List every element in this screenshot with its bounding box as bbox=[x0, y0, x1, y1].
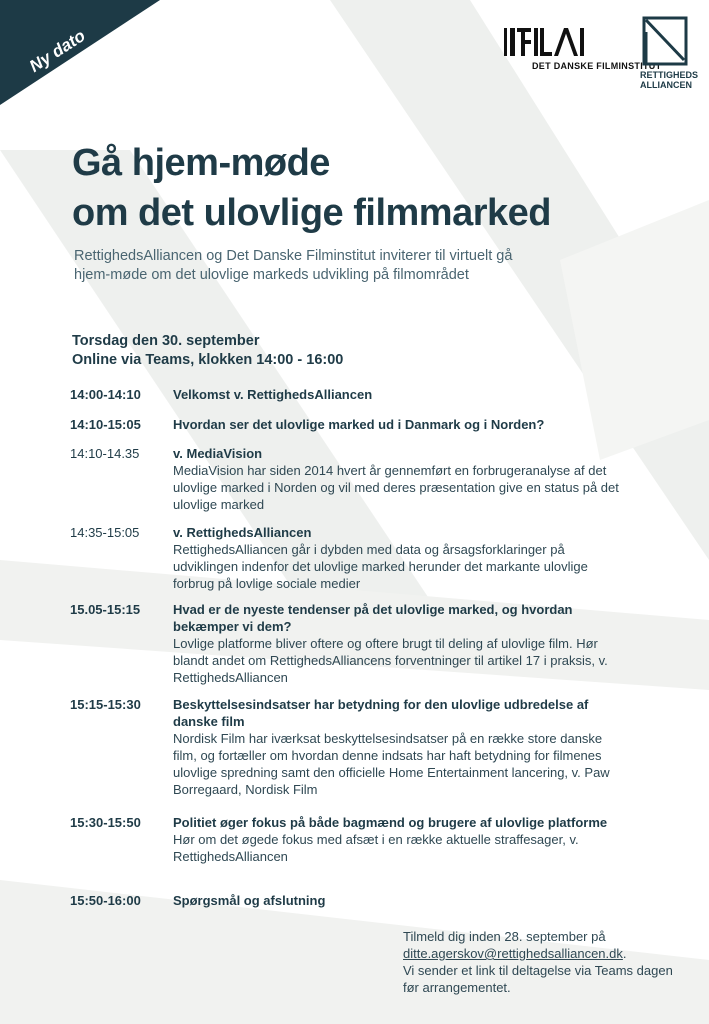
intro-text: RettighedsAlliancen og Det Danske Filminstitut inviterer til virtuelt gå hjem-møde om det ulovlige markeds udvikling på filmområdet bbox=[74, 248, 513, 283]
program-time: 14:10-15:05 bbox=[70, 417, 141, 432]
program-time: 14:00-14:10 bbox=[70, 387, 141, 402]
program-description: Hør om det øgede fokus med afsæt i en række aktuelle straffesager, v. RettighedsAlliancen bbox=[173, 832, 579, 864]
program-title: Spørgsmål og afslutning bbox=[173, 893, 326, 908]
rettighedsalliancen-logo bbox=[640, 16, 699, 96]
ra-emblem-icon bbox=[642, 16, 688, 66]
signup-email-suffix: . bbox=[622, 946, 627, 961]
program-description: Nordisk Film har iværksat beskyttelsesindsatser på en række store danske film, og fortæller om hvordan denne indsats har haft betydning for filmenes ulovlige spredning samt den officielle Home Entertainment lancering, v. Paw Borregaard, Nordisk Film bbox=[173, 731, 610, 797]
signup-line-1: Tilmeld dig inden 28. september på bbox=[403, 929, 606, 944]
program-title: Hvordan ser det ulovlige marked ud i Danmark og i Norden? bbox=[173, 417, 545, 432]
program-title: Politiet øger fokus på både bagmænd og brugere af ulovlige platforme bbox=[173, 815, 608, 830]
program-time: 14:35-15:05 bbox=[70, 525, 140, 540]
program-title: Beskyttelsesindsatser har betydning for den ulovlige udbredelse af danske film bbox=[173, 697, 589, 729]
program-title: Hvad er de nyeste tendenser på det ulovlige marked, og hvordan bekæmper vi dem? bbox=[173, 602, 573, 634]
program-time: 15:50-16:00 bbox=[70, 893, 141, 908]
event-place: Online via Teams, klokken 14:00 - 16:00 bbox=[72, 352, 344, 368]
program-description: MediaVision har siden 2014 hvert år gennemført en forbrugeranalyse af det ulovlige marked i Norden og vil med deres præsentation give en status på det ulovlige marked bbox=[173, 463, 619, 512]
program-time: 15:15-15:30 bbox=[70, 697, 141, 712]
program-description: Lovlige platforme bliver oftere og oftere brugt til deling af ulovlige film. Hør blandt andet om RettighedsAlliancens forventninger til artikel 17 i praksis, v. RettighedsAlliancen bbox=[173, 636, 608, 685]
signup-info bbox=[403, 928, 683, 996]
event-details bbox=[72, 332, 343, 370]
ny-dato-ribbon bbox=[0, 0, 160, 105]
page-title bbox=[72, 138, 551, 238]
program-description: RettighedsAlliancen går i dybden med data og årsagsforklaringer på udviklingen indenfor det ulovlige marked herunder det markante ulovlige forbrug på lovlige sociale medier bbox=[173, 542, 588, 591]
ribbon-shape bbox=[0, 0, 160, 105]
ra-name-line1: RETTIGHEDS bbox=[640, 70, 699, 80]
program-title: v. MediaVision bbox=[173, 446, 263, 461]
dfi-logo bbox=[504, 22, 662, 74]
program-title: v. RettighedsAlliancen bbox=[173, 525, 312, 540]
ra-name-line2: ALLIANCEN bbox=[640, 80, 692, 90]
dfi-name: DET DANSKE FILMINSTITUT bbox=[532, 61, 662, 71]
signup-email-link[interactable]: ditte.agerskov@rettighedsalliancen.dk bbox=[403, 946, 623, 961]
program-time: 15:30-15:50 bbox=[70, 815, 141, 830]
signup-line-3: Vi sender et link til deltagelse via Teams dagen før arrangementet. bbox=[403, 963, 673, 995]
program-title: Velkomst v. RettighedsAlliancen bbox=[173, 387, 373, 402]
ribbon-label: Ny dato bbox=[26, 26, 89, 76]
ra-name bbox=[640, 70, 699, 90]
event-date: Torsdag den 30. september bbox=[72, 333, 260, 349]
program-time: 14:10-14.35 bbox=[70, 446, 140, 461]
title-line-2: om det ulovlige filmmarked bbox=[72, 192, 551, 234]
dfi-film-icon bbox=[504, 22, 624, 58]
program-time: 15.05-15:15 bbox=[70, 602, 141, 617]
title-line-1: Gå hjem-møde bbox=[72, 142, 330, 184]
